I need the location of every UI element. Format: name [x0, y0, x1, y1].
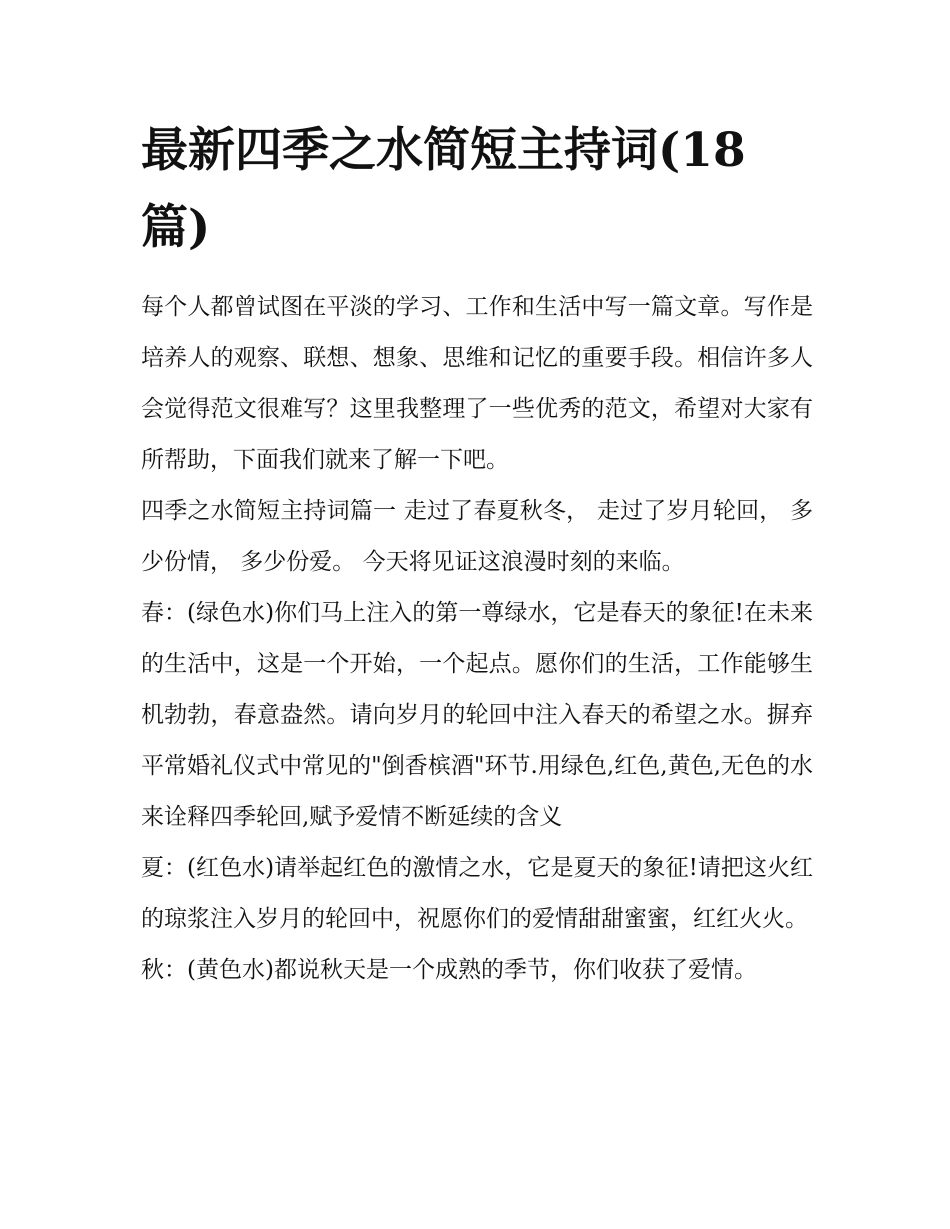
- document-page: [141, 112, 813, 996]
- paragraph-summer: 夏：(红色水)请举起红色的激情之水，它是夏天的象征!请把这火红的琼浆注入岁月的轮回中，祝愿你们的爱情甜甜蜜蜜，红红火火。: [141, 855, 813, 932]
- paragraph-spring: 春：(绿色水)你们马上注入的第一尊绿水，它是春天的象征!在未来的生活中，这是一个开始，一个起点。愿你们的生活，工作能够生机勃勃，春意盎然。请向岁月的轮回中注入春天的希望之水。摒弃平常婚礼仪式中常见的"倒香槟酒"环节.用绿色,红色,黄色,无色的水来诠释四季轮回,赋予爱情不断延续的含义: [141, 600, 813, 830]
- paragraph-opening: 四季之水简短主持词篇一 走过了春夏秋冬， 走过了岁月轮回， 多少份情， 多少份爱。 今天将见证这浪漫时刻的来临。: [141, 498, 813, 575]
- document-title: 最新四季之水简短主持词(18篇): [141, 123, 746, 255]
- paragraph-autumn: 秋：(黄色水)都说秋天是一个成熟的季节，你们收获了爱情。: [141, 957, 757, 983]
- paragraph-intro: 每个人都曾试图在平淡的学习、工作和生活中写一篇文章。写作是培养人的观察、联想、想象、思维和记忆的重要手段。相信许多人会觉得范文很难写？这里我整理了一些优秀的范文，希望对大家有所帮助，下面我们就来了解一下吧。: [141, 294, 813, 473]
- document-body: [141, 282, 813, 996]
